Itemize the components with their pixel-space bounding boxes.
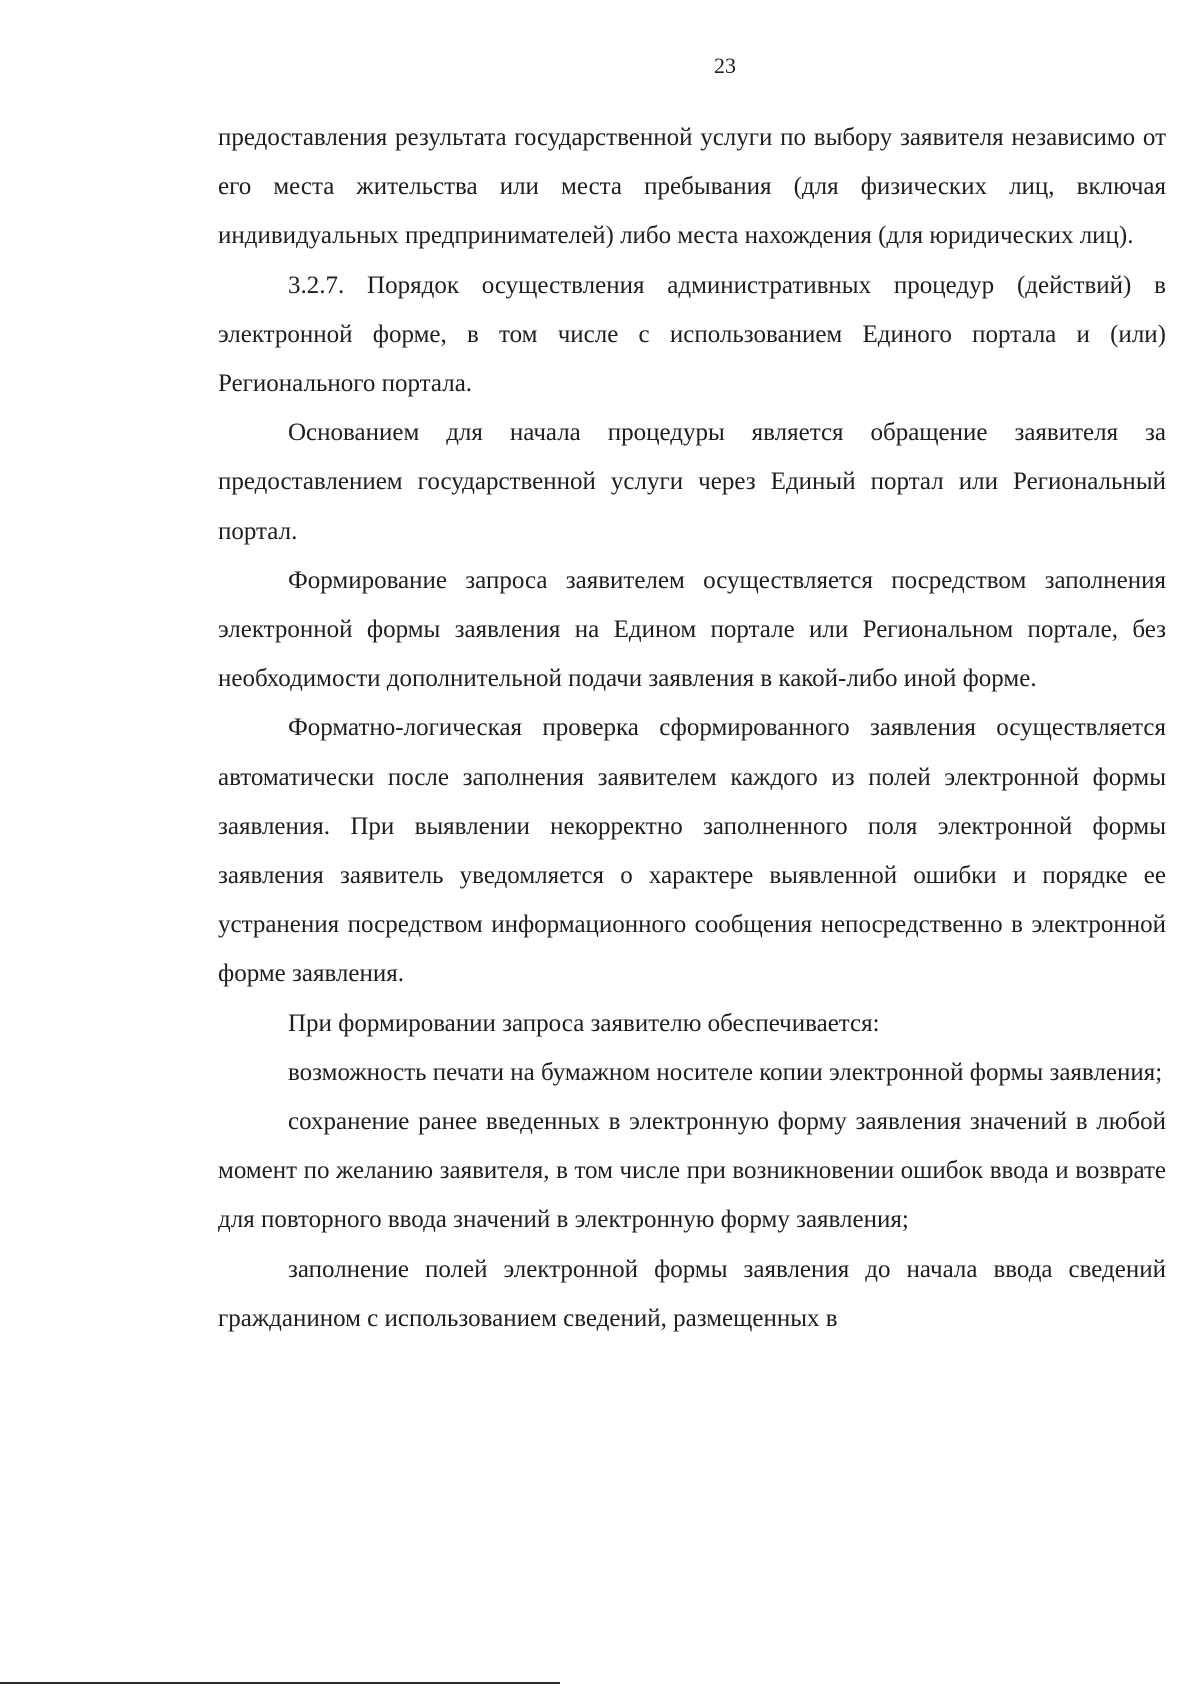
paragraph-basis: Основанием для начала процедуры является обращение заявителя за предоставлением государственной услуги через Единый портал или Региональный портал. (218, 419, 1166, 545)
list-item-print: возможность печати на бумажном носителе копии электронной формы заявления; (288, 1058, 1163, 1086)
paragraph-continuation: предоставления результата государственной услуги по выбору заявителя независимо от его места жительства или места пребывания (для физических лиц, включая индивидуальных предпринимателей) либо места нахождения (для юридических лиц). (218, 124, 1166, 250)
list-item-save-values: сохранение ранее введенных в электронную форму заявления значений в любой момент по желанию заявителя, в том числе при возникновении ошибок ввода и возврате для повторного ввода значений в электронную форму заявления; (218, 1108, 1166, 1234)
paragraph-request-formation: Формирование запроса заявителем осуществляется посредством заполнения электронной формы заявления на Едином портале или Региональном портале, без необходимости дополнительной подачи заявления в какой-либо иной форме. (218, 566, 1166, 693)
list-item-prefill: заполнение полей электронной формы заявления до начала ввода сведений гражданином с использованием сведений, размещенных в (218, 1255, 1166, 1332)
page-bottom-rule (0, 1682, 560, 1684)
page-number: 23 (714, 53, 736, 78)
document-body (218, 113, 1166, 1343)
paragraph-format-check: Форматно-логическая проверка сформированного заявления осуществляется автоматически после заполнения заявителем каждого из полей электронной формы заявления. При выявлении некорректно заполненного поля электронной формы заявления заявитель уведомляется о характере выявленной ошибки и порядке ее устранения посредством информационного сообщения непосредственно в электронной форме заявления. (218, 714, 1166, 988)
paragraph-provided-list-intro: При формировании запроса заявителю обеспечивается: (288, 1009, 880, 1037)
section-heading-3-2-7: 3.2.7. Порядок осуществления административных процедур (действий) в электронной форме, в том числе с использованием Единого портала и (или) Регионального портала. (218, 271, 1166, 398)
